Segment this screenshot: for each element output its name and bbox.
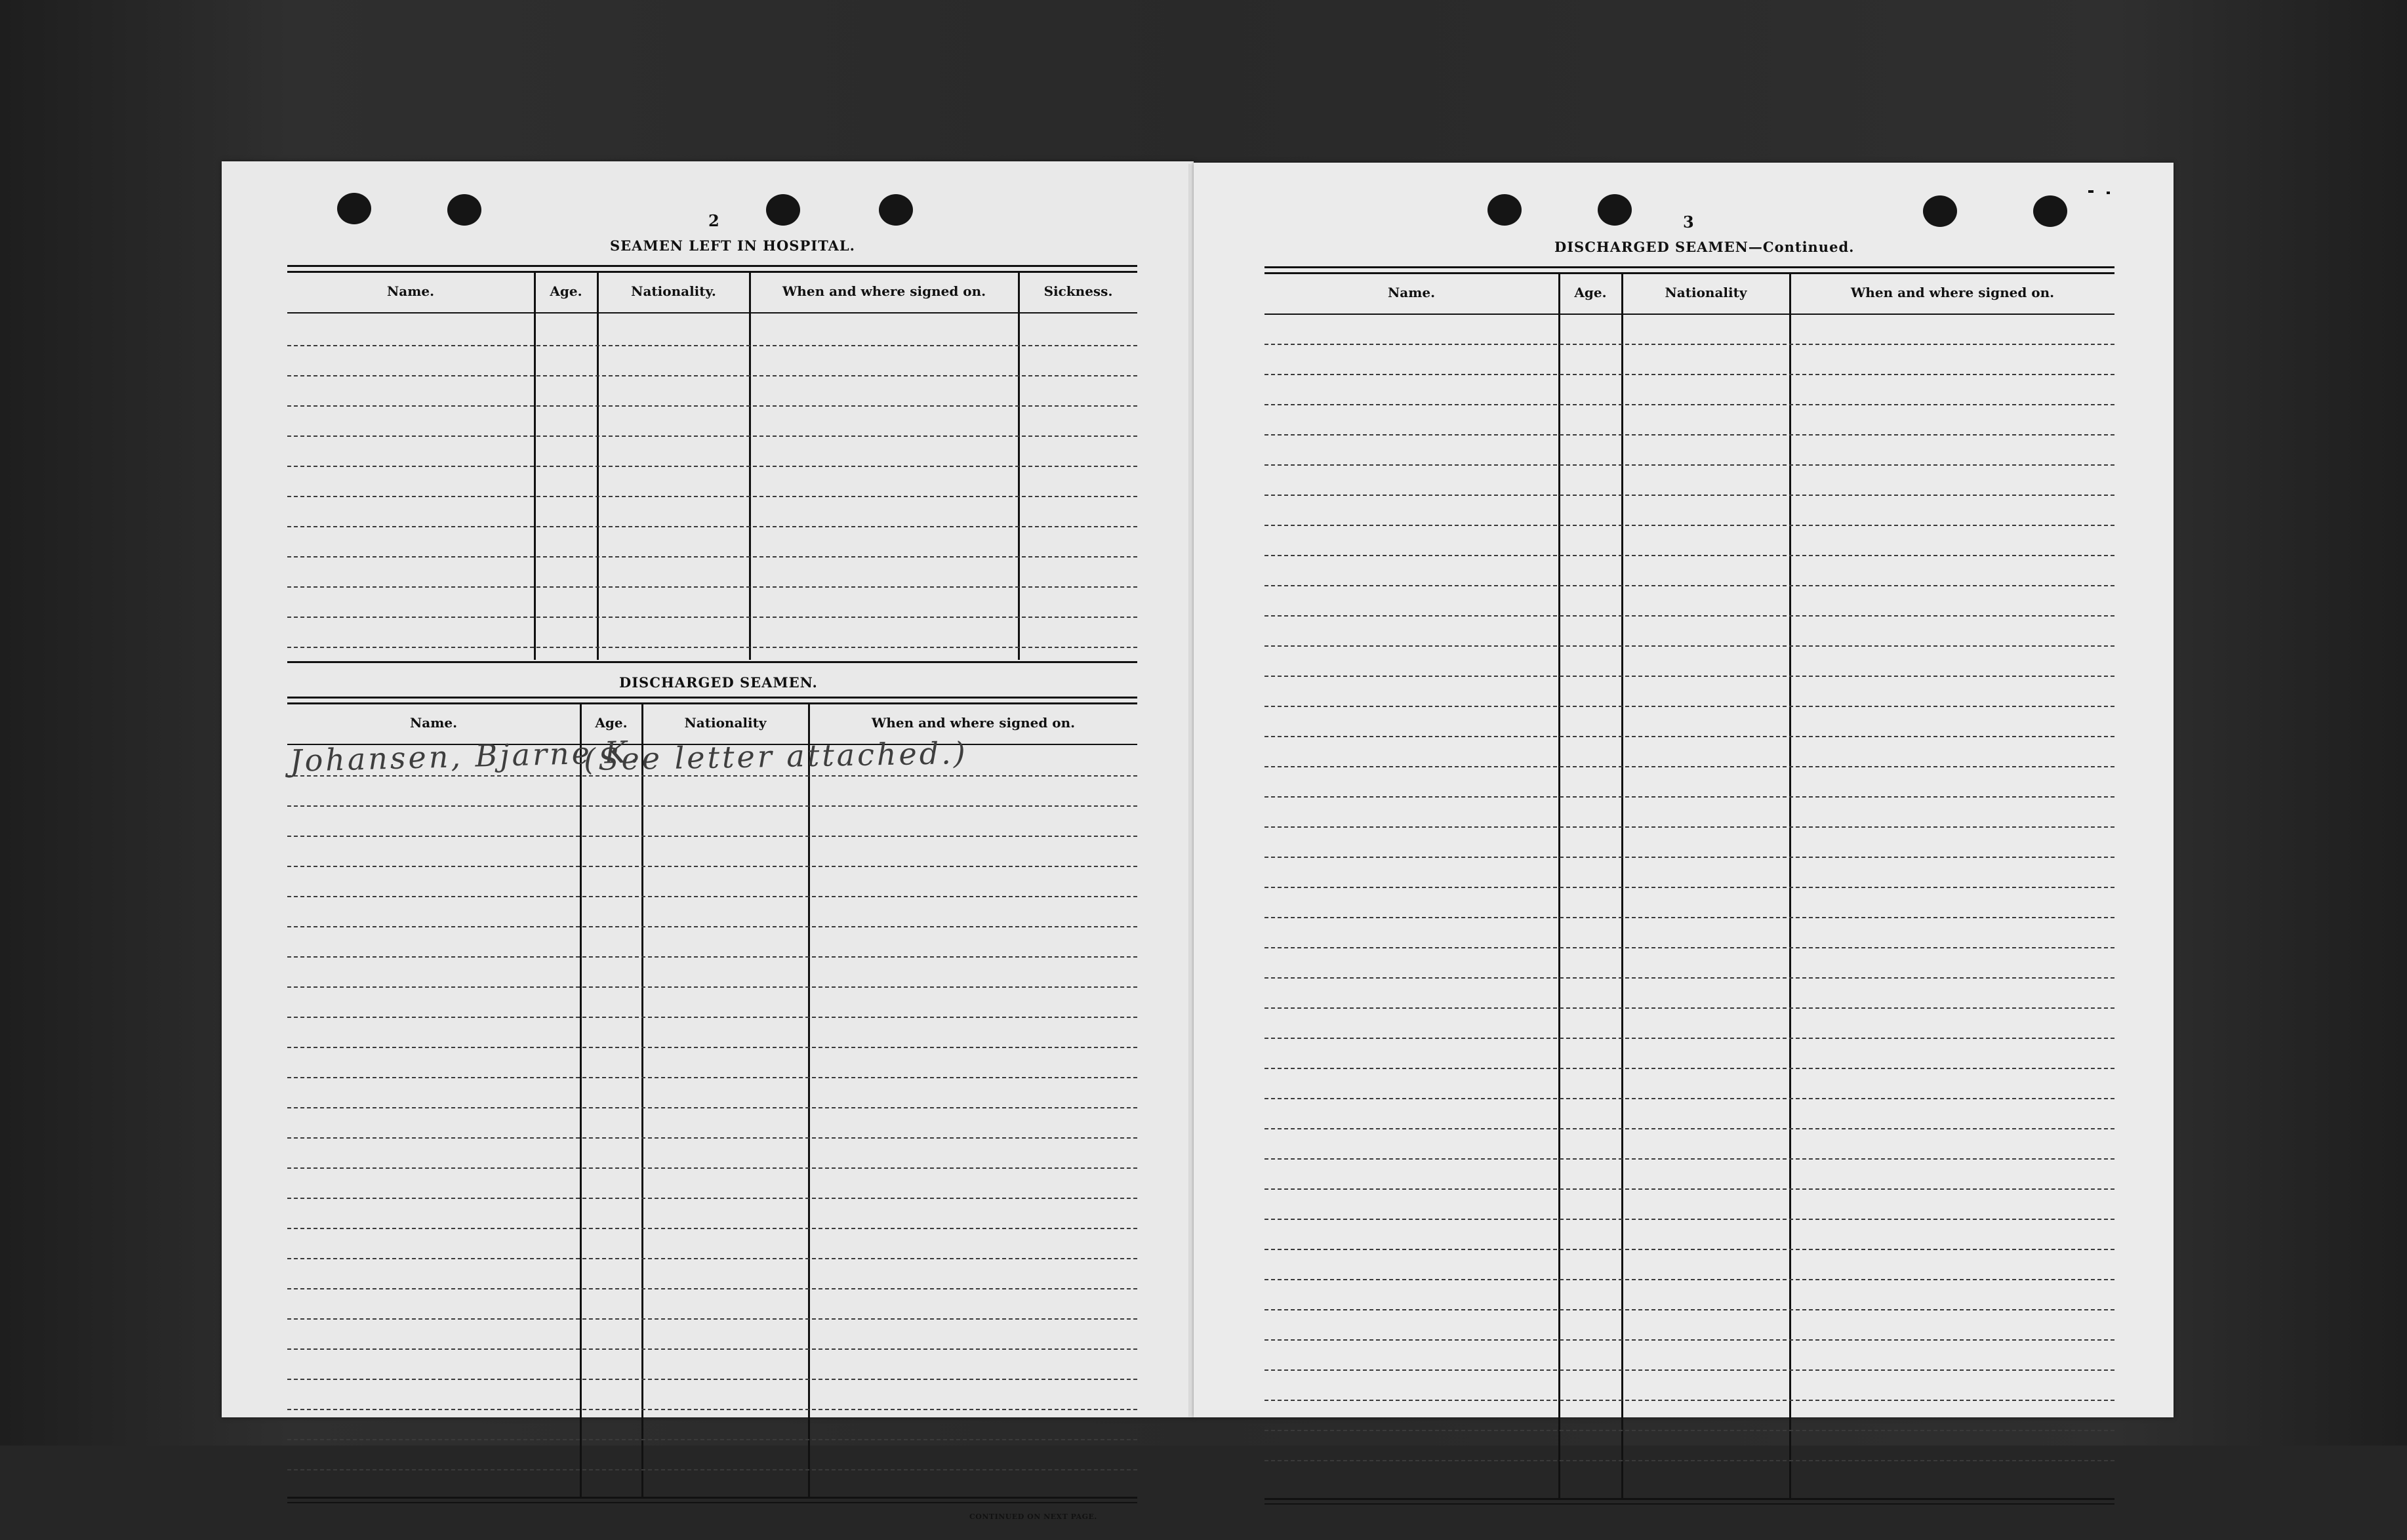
table-row — [287, 1348, 1137, 1350]
table-row — [1264, 1249, 2114, 1250]
table-row — [1264, 1007, 2114, 1009]
table-row — [287, 926, 1137, 927]
col-age-header: Age. — [1574, 285, 1607, 300]
col-name-header: Name. — [1387, 285, 1436, 300]
col-nationality-header: Nationality. — [631, 283, 716, 299]
table-row — [287, 1137, 1137, 1139]
handwritten-note: (See letter attached.) — [583, 735, 969, 778]
table-row — [1264, 555, 2114, 556]
table-row — [1264, 434, 2114, 436]
table-row — [287, 1077, 1137, 1078]
discharged-continued-title: DISCHARGED SEAMEN—Continued. — [1554, 239, 1855, 255]
table-row — [1264, 1219, 2114, 1220]
table-row — [287, 896, 1137, 897]
table-row — [1264, 706, 2114, 707]
table-row — [1264, 1158, 2114, 1160]
table-row — [287, 1167, 1137, 1169]
table-row — [287, 1379, 1137, 1380]
col-signed-on-header: When and where signed on. — [782, 283, 986, 299]
table-row — [1264, 857, 2114, 858]
table-row — [1264, 766, 2114, 767]
table-row — [1264, 1068, 2114, 1069]
table-row — [287, 775, 1137, 777]
table-row — [1264, 525, 2114, 526]
discharged-rows — [287, 161, 1137, 1539]
table-row — [1264, 1309, 2114, 1310]
table-rule — [287, 1502, 1137, 1503]
table-row — [1264, 736, 2114, 737]
table-row — [1264, 796, 2114, 798]
table-row — [287, 1047, 1137, 1048]
table-row — [1264, 1279, 2114, 1280]
table-row — [1264, 344, 2114, 345]
table-row — [1264, 1400, 2114, 1401]
table-row — [287, 1318, 1137, 1320]
table-row — [1264, 495, 2114, 496]
table-row — [1264, 1188, 2114, 1190]
table-row — [1264, 404, 2114, 405]
col-age-header: Age. — [595, 715, 628, 731]
table-row — [1264, 947, 2114, 948]
table-row — [1264, 1430, 2114, 1431]
col-signed-on-header: When and where signed on. — [1850, 285, 2055, 300]
page-number: 3 — [1683, 213, 1694, 232]
discharged-section-title: DISCHARGED SEAMEN. — [619, 674, 818, 691]
table-row — [287, 1288, 1137, 1289]
table-rule — [1264, 1503, 2114, 1505]
continued-rows — [1264, 163, 2114, 1540]
table-row — [287, 1439, 1137, 1440]
col-name-header: Name. — [386, 283, 435, 299]
col-nationality-header: Nationality — [684, 715, 767, 731]
table-row — [1264, 676, 2114, 677]
table-row — [1264, 374, 2114, 375]
table-row — [1264, 1339, 2114, 1341]
table-row — [1264, 1460, 2114, 1461]
table-row — [287, 1258, 1137, 1259]
table-row — [287, 1017, 1137, 1018]
table-row — [287, 805, 1137, 807]
table-row — [287, 1198, 1137, 1199]
table-row — [287, 986, 1137, 988]
table-row — [287, 956, 1137, 958]
table-row — [287, 866, 1137, 867]
table-row — [1264, 1038, 2114, 1039]
table-row — [287, 836, 1137, 837]
continued-footer: CONTINUED ON NEXT PAGE. — [969, 1512, 1097, 1521]
col-name-header: Name. — [409, 715, 458, 731]
table-row — [1264, 645, 2114, 647]
table-row — [1264, 977, 2114, 979]
table-row — [1264, 615, 2114, 617]
table-row — [1264, 917, 2114, 918]
table-row — [287, 1409, 1137, 1410]
col-age-header: Age. — [550, 283, 582, 299]
table-rule — [287, 1497, 1137, 1499]
col-sickness-header: Sickness. — [1043, 283, 1113, 299]
table-row — [1264, 585, 2114, 586]
table-row — [1264, 1369, 2114, 1371]
handwritten-name: Johansen, Bjarne K. — [289, 733, 643, 779]
table-row — [287, 1107, 1137, 1108]
right-page — [1194, 163, 2174, 1417]
table-row — [1264, 464, 2114, 466]
table-row — [287, 1469, 1137, 1470]
table-row — [1264, 887, 2114, 888]
table-row — [287, 1228, 1137, 1229]
col-nationality-header: Nationality — [1665, 285, 1747, 300]
table-row — [1264, 1098, 2114, 1099]
hospital-section-title: SEAMEN LEFT IN HOSPITAL. — [610, 237, 855, 254]
page-number: 2 — [708, 211, 719, 230]
table-row — [1264, 826, 2114, 828]
table-row — [1264, 1128, 2114, 1129]
table-rule — [1264, 1498, 2114, 1500]
left-page — [222, 161, 1194, 1521]
col-signed-on-header: When and where signed on. — [871, 715, 1076, 731]
